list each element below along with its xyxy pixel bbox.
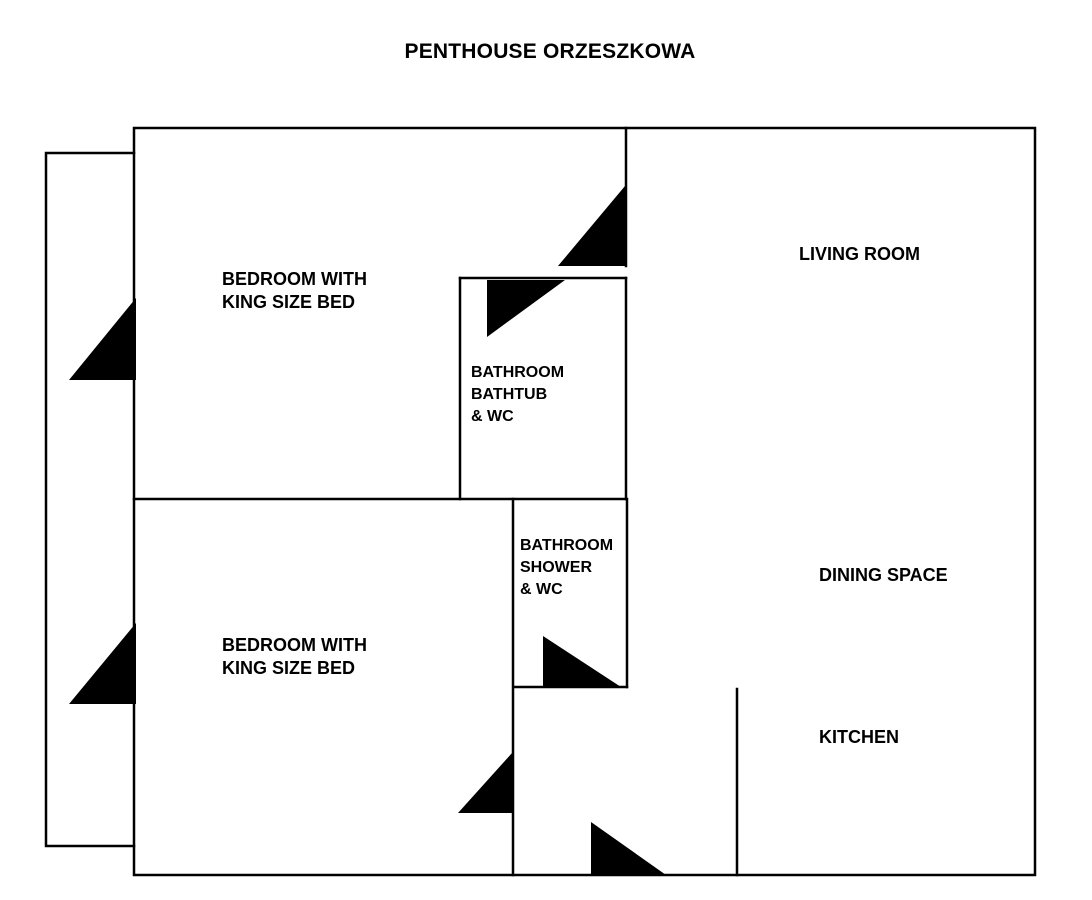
room-label-dining-space: DINING SPACE [819, 565, 948, 585]
door-icon [487, 280, 565, 337]
room-label-living-room: LIVING ROOM [799, 244, 920, 264]
door-icon [458, 753, 512, 813]
room-label-bathroom-shower: BATHROOM SHOWER & WC [520, 537, 614, 598]
room-label-kitchen: KITCHEN [819, 727, 899, 747]
room-label-bedroom-top: BEDROOM WITH KING SIZE BED [222, 269, 367, 312]
door-icon [69, 298, 136, 380]
door-icon [558, 186, 625, 266]
room-label-bathroom-bathtub: BATHROOM BATHTUB & WC [471, 364, 565, 425]
balcony-wall [46, 153, 134, 846]
plan-title: PENTHOUSE ORZESZKOWA [404, 40, 696, 63]
door-icon [591, 822, 666, 875]
door-icon [69, 623, 136, 704]
room-label-bedroom-bottom: BEDROOM WITH KING SIZE BED [222, 635, 367, 678]
door-icon [543, 636, 621, 687]
